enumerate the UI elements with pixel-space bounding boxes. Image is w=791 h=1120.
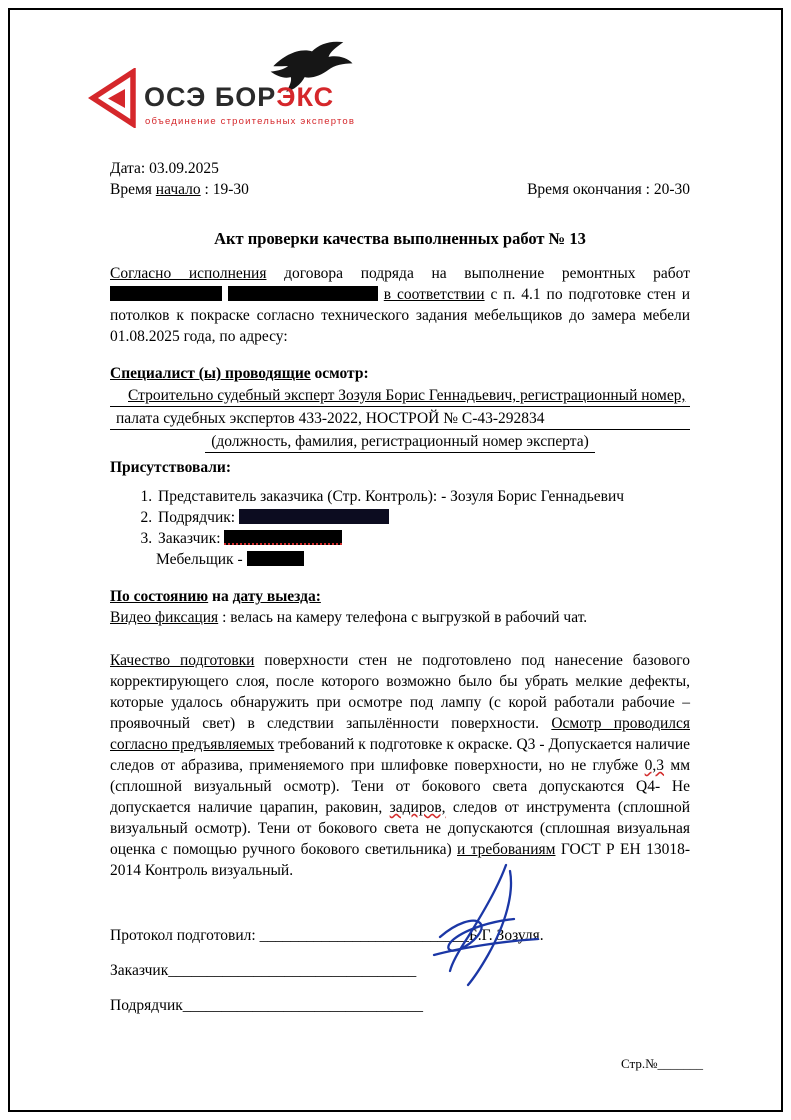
- video-line: Видео фиксация : велась на камеру телефона с выгрузкой в рабочий чат.: [110, 609, 588, 626]
- intro-paragraph: Согласно исполнения договора подряда на выполнение ремонтных работ в соответствии с п. 4.1 по подготовке стен и потолков к покраске согласно технического задания мебельщиков до замера мебели 01.08.2025 года, по адресу:: [110, 265, 691, 345]
- document-title: Акт проверки качества выполненных работ № 13: [214, 229, 586, 248]
- signature-rule: ________________________________: [168, 962, 417, 979]
- org-name-red: ЭКС: [276, 82, 335, 112]
- attendee-item: 1. Представитель заказчика (Стр. Контроль): - Зозуля Борис Геннадьевич: [156, 486, 690, 507]
- findings-paragraph: Качество подготовки поверхности стен не подготовлено под нанесение базового корректирующего слоя, после которого возможно было бы убрать мелкие дефекты, которые удалось обнаружить при осмотре под лампу (с корой работали рабочие – проявочный свет) в следствии запылённости поверхности. Осмотр проводился согласно предъявляемых требований к подготовке к окраске. Q3 - Допускается наличие следов от абразива, применяемого при шлифовке поверхности, но не глубже 0,3 мм (сплошной визуальный осмотр). Тени от бокового света допускаются Q4- Не допускается наличие царапин, раковин, задиров, следов от инструмента (сплошной визуальный осмотр). Тени от бокового света не допускаются (сплошная визуальная оценка с помощью ручного бокового светильника) и требованиям ГОСТ Р ЕН 13018-2014 Контроль визуальный.: [110, 652, 691, 879]
- specialist-line-1: Строительно судебный эксперт Зозуля Борис Геннадьевич, регистрационный номер,: [110, 385, 690, 407]
- specialist-caption: (должность, фамилия, регистрационный номер эксперта): [110, 431, 690, 453]
- prepared-by-name: Б.Г. Зозуля.: [468, 927, 544, 944]
- attendees-list: [110, 486, 690, 549]
- redaction-box: [110, 286, 222, 301]
- redaction-box: [228, 286, 378, 301]
- status-heading: По состоянию на дату выезда:: [110, 588, 321, 605]
- signature-section: [110, 925, 690, 1016]
- org-name: [144, 82, 334, 113]
- redaction-box: [247, 551, 304, 566]
- specialist-heading: Специалист (ы) проводящие осмотр:: [110, 365, 369, 382]
- prepared-by-line: Протокол подготовил: ___________________________Б.Г. Зозуля.: [110, 927, 544, 944]
- page-number: Стр.№_______: [621, 1056, 703, 1071]
- customer-signature-line: Заказчик________________________________: [110, 962, 417, 979]
- org-name-black: ОСЭ БОР: [144, 82, 277, 112]
- redaction-box: [224, 530, 342, 545]
- attendee-item: Мебельщик -: [156, 549, 690, 570]
- attendee-item: 2. Подрядчик:: [156, 507, 690, 528]
- time-end: Время окончания : 20-30: [527, 181, 690, 198]
- attendee-item: 3. Заказчик:: [156, 528, 690, 549]
- specialist-line-2: палата судебных экспертов 433-2022, НОСТРОЙ № С-43-292834: [110, 408, 690, 430]
- time-line: [110, 179, 690, 200]
- redaction-box: [239, 509, 389, 524]
- contractor-signature-line: Подрядчик_______________________________: [110, 997, 424, 1014]
- time-start: Время начало : 19-30: [110, 181, 249, 198]
- document-body: [110, 158, 690, 1016]
- signature-rule: ___________________________: [259, 927, 469, 944]
- org-logo: [88, 40, 378, 140]
- date-line: Дата: 03.09.2025: [110, 160, 219, 177]
- org-tagline: объединение строительных экспертов: [145, 116, 356, 127]
- signature-rule: _______________________________: [182, 997, 424, 1014]
- attendees-heading: Присутствовали:: [110, 459, 232, 476]
- red-triangle-logo-icon: [88, 68, 138, 128]
